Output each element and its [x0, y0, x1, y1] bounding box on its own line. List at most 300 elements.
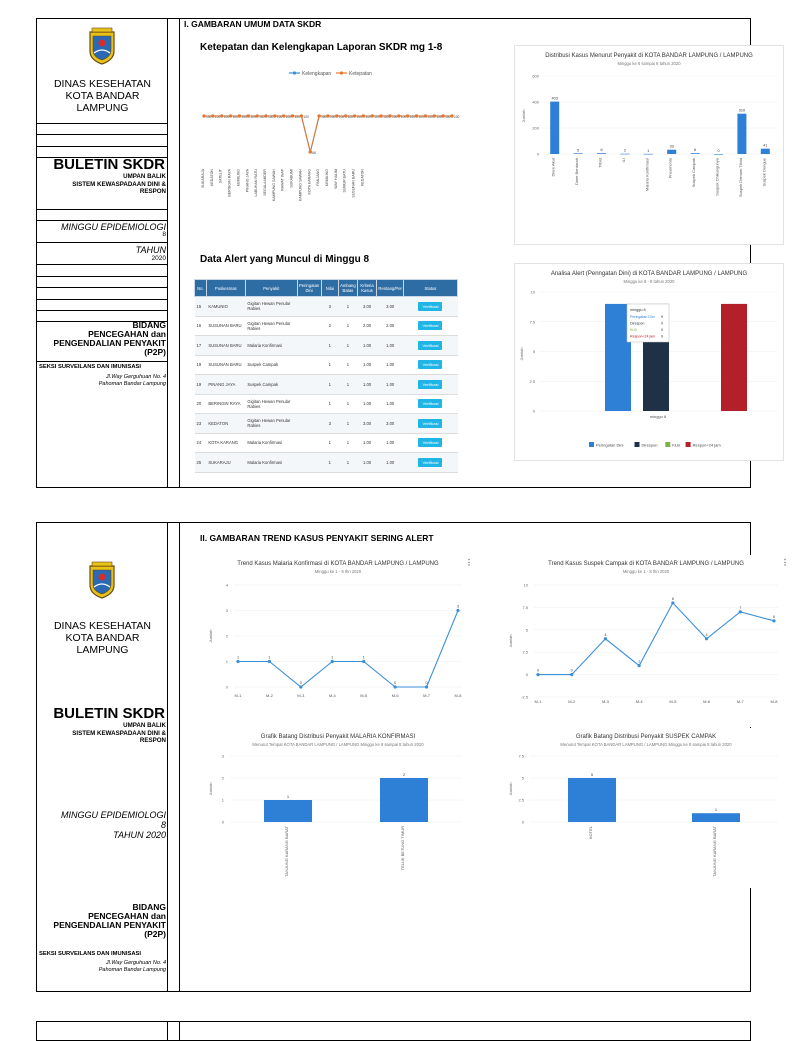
bar: [714, 154, 723, 155]
seksi-label: SEKSI SURVEILANS DAN IMUNISASI: [39, 364, 141, 370]
verify-button[interactable]: Verifikasi: [418, 458, 442, 467]
bar: [597, 153, 606, 154]
y-axis-label: Jumlah: [508, 634, 513, 648]
table-row: [195, 375, 458, 395]
trend-campak-plot: [508, 583, 778, 705]
bar: [620, 154, 629, 155]
table-cell: 23: [195, 414, 207, 434]
agency-line: DINAS KESEHATAN: [53, 620, 152, 632]
data-point: [362, 660, 365, 663]
alert-table: [194, 279, 458, 473]
table-cell: 3.00: [357, 297, 377, 317]
x-tick-label: M-2: [568, 699, 576, 704]
subtitle-line: SISTEM KEWASPADAAN DINI &: [72, 180, 166, 188]
table-row: [195, 336, 458, 356]
table-cell: 1.00: [377, 453, 404, 473]
x-tick-label: RAWAT INAP: [280, 169, 285, 191]
x-tick-label: M-1: [234, 693, 242, 698]
chart-menu-icon[interactable]: ⋮: [781, 558, 789, 567]
y-tick-label: 0: [525, 672, 528, 678]
bulletin-subtitle: [39, 173, 166, 196]
data-label: 5: [590, 772, 594, 777]
alert-header-cell: Puskesmas: [206, 280, 245, 297]
divider: [37, 310, 168, 311]
table-cell: 1.00: [357, 375, 377, 395]
y-tick-label: 7.5: [522, 604, 528, 610]
table-cell: [297, 316, 321, 336]
trend-malaria-subtitle: Minggu ke 1 - 8 thn 2020: [314, 569, 362, 574]
alert-header-cell: Kriteria Kasus: [357, 280, 377, 297]
table-cell: 1: [339, 375, 358, 395]
table-cell: 1.00: [377, 336, 404, 356]
data-label: 3: [456, 604, 460, 609]
data-label: 6: [694, 148, 697, 153]
seksi-label: SEKSI SURVEILANS DAN IMUNISASI: [39, 951, 141, 957]
data-label: 100: [347, 115, 354, 119]
x-tick-label: M-5: [669, 699, 677, 704]
data-label: 100: [365, 115, 371, 119]
table-row: [195, 433, 458, 453]
table-cell: SUKARAJU: [206, 453, 245, 473]
data-label: 100: [276, 115, 283, 119]
alert-header-cell: Status: [403, 280, 457, 297]
x-tick-label: M-4: [635, 699, 643, 704]
alert-header-cell: Peringatan Dini: [297, 280, 321, 297]
gutter-column: [168, 523, 180, 991]
address-line: Jl.Way Gerguhuan No. 4: [105, 374, 166, 380]
gutter-column: [168, 1022, 180, 1040]
verify-button[interactable]: Verifikasi: [418, 419, 442, 428]
city-emblem-icon: [87, 27, 117, 65]
bar-malaria-svg: [200, 728, 476, 888]
table-cell: Suspek Campak: [245, 355, 297, 375]
x-tick-label: SUMUR BATU: [342, 169, 347, 193]
agency-line: LAMPUNG: [76, 644, 129, 656]
legend-kelengkapan: Kelengkapan: [302, 71, 332, 77]
data-point: [638, 664, 641, 667]
table-cell: 19: [195, 355, 207, 375]
table-cell: [297, 414, 321, 434]
trend-campak-subtitle: Minggu ke 1 - 8 thn 2020: [622, 569, 670, 574]
y-axis-label: Jumlah: [519, 347, 524, 361]
alert-header-cell: Nilai: [321, 280, 339, 297]
y-tick-label: -2.5: [521, 694, 528, 700]
trend-malaria-title: Trend Kasus Malaria Konfirmasi di KOTA BANDAR LAMPUNG / LAMPUNG: [237, 561, 439, 567]
x-tick-label: Suspek Dengue: [761, 157, 767, 187]
x-tick-label: Diare Akut: [550, 158, 556, 177]
y-axis-label: Jumlah: [508, 782, 513, 796]
y-tick-label: 1: [221, 797, 224, 803]
bar-malaria-title: Grafik Batang Distribusi Penyakit MALARIA KONFIRMASI: [260, 734, 416, 740]
verify-button[interactable]: Verifikasi: [418, 438, 442, 447]
bulletin-title: BULETIN SKDR: [53, 156, 165, 173]
x-tick-label: ILI: [620, 158, 626, 163]
alert-table-header: [195, 280, 458, 297]
verify-button[interactable]: Verifikasi: [418, 321, 442, 330]
y-tick-label: 5: [532, 349, 535, 354]
divider: [37, 264, 168, 265]
legend-swatch: [635, 442, 640, 447]
legend-label[interactable]: Peringatan Dini: [596, 442, 624, 448]
agency-line: DINAS KESEHATAN: [53, 78, 152, 90]
series-line: [238, 611, 458, 688]
data-label: 0: [425, 681, 428, 685]
table-cell: 24: [195, 433, 207, 453]
table-cell: KOTA KARANG: [206, 433, 245, 453]
series-line: [538, 603, 774, 675]
tooltip-value: 9: [661, 321, 663, 326]
table-cell: 1: [321, 336, 339, 356]
alert-table-body: [195, 297, 458, 473]
data-point: [772, 619, 775, 622]
agency-name: [37, 620, 168, 656]
table-cell: 1.00: [357, 394, 377, 414]
divider: [37, 242, 168, 243]
y-tick-label: 5: [525, 627, 528, 633]
data-label: 100: [321, 115, 327, 119]
bar: [264, 800, 312, 822]
x-tick-label: SUKARAJA: [201, 169, 205, 188]
data-point: [394, 685, 397, 688]
legend-swatch: [665, 442, 670, 447]
data-point: [268, 660, 271, 663]
x-tick-label: M-3: [601, 699, 609, 704]
bar-malaria-chart: [200, 728, 476, 888]
subtitle-line: RESPON: [139, 737, 166, 744]
x-tick-label: LABUHAN RATU: [254, 169, 259, 197]
x-tick-label: M-4: [328, 693, 336, 698]
section-title: II. GAMBARAN TREND KASUS PENYAKIT SERING ALERT: [200, 533, 434, 543]
y-tick-label: 7.5: [518, 753, 524, 759]
x-tick-label: KAMPUNG SAWAH: [298, 169, 303, 202]
x-tick-label: KAMPUNG SAWAH: [271, 169, 276, 202]
data-point: [739, 610, 742, 613]
minggu-label: MINGGU EPIDEMIOLOGI: [60, 810, 166, 820]
data-label: 0: [717, 149, 720, 153]
y-tick-label: 2.5: [518, 797, 524, 803]
analisa-svg: [515, 264, 783, 460]
legend-label[interactable]: KLB: [672, 442, 680, 448]
table-cell: Malaria Konfirmasi: [245, 433, 297, 453]
data-label: 403: [551, 96, 558, 101]
table-cell: PINANG JAYA: [206, 375, 245, 395]
table-cell: 1.00: [357, 336, 377, 356]
divider: [37, 287, 168, 288]
data-label: 100: [241, 115, 247, 119]
table-cell: 3.00: [377, 297, 404, 317]
table-cell: 3.00: [377, 414, 404, 434]
bidang-line: BIDANG: [132, 902, 166, 912]
distribusi-plot: [521, 74, 777, 198]
distribusi-chart: [514, 45, 784, 245]
bar-campak-svg: [500, 728, 792, 888]
bulletin-page-1: [36, 18, 768, 488]
y-tick-label: 600: [532, 73, 539, 79]
x-tick-label: SUSUNAN BARU: [351, 169, 356, 198]
x-tick-label: M-3: [297, 693, 305, 698]
table-cell: BERINGIN RAYA: [206, 394, 245, 414]
distribusi-subtitle: Minggu ke 8 sampai 8 tahun 2020: [617, 61, 681, 66]
minggu-label: MINGGU EPIDEMIOLOGI: [60, 222, 166, 232]
bidang-line: (P2P): [144, 929, 166, 939]
x-tick-label: SEGALA MIDER: [263, 169, 267, 196]
bulletin-page-3: [36, 1021, 751, 1041]
legend-label[interactable]: Direspon: [641, 442, 658, 448]
minggu-value: 8: [162, 231, 166, 238]
minggu-value: 8: [160, 820, 166, 830]
data-label: 100: [268, 115, 274, 119]
bidang-line: (P2P): [144, 347, 166, 357]
alert-header-cell: No.: [195, 280, 207, 297]
table-cell: 1: [339, 297, 358, 317]
legend-ketepatan: Ketepatan: [349, 71, 372, 77]
data-label: 0: [536, 668, 540, 673]
bar-malaria-subtitle: Menurut Tempat KOTA BANDAR LAMPUNG / LAMPUNG Minggu ke 8 sampai 8 tahun 2020: [252, 742, 424, 747]
table-cell: 1.00: [377, 375, 404, 395]
table-cell: SUSUNAN BARU: [206, 316, 245, 336]
x-tick-label: M-7: [423, 693, 431, 698]
sidebar: [37, 523, 168, 991]
x-tick-label: TANJUNG KARANG BARAT: [284, 826, 289, 877]
data-label: 33: [669, 144, 674, 149]
y-tick-label: 7.5: [529, 319, 535, 325]
x-tick-label: minggu 8: [649, 414, 667, 419]
table-cell: 25: [195, 453, 207, 473]
status-cell: [403, 355, 457, 375]
bar: [568, 778, 616, 822]
x-tick-label: Tifoid: [597, 158, 603, 168]
table-cell: 1.00: [377, 433, 404, 453]
bar: [691, 153, 700, 154]
data-label: 1: [286, 794, 290, 799]
table-cell: [297, 394, 321, 414]
tooltip-value: 9: [661, 315, 663, 319]
table-cell: 3: [321, 297, 339, 317]
y-tick-label: 3: [225, 608, 228, 613]
data-label: 100: [259, 115, 265, 119]
bulletin-page-2: [36, 522, 789, 992]
bulletin-subtitle: [39, 722, 166, 745]
bar: [667, 150, 676, 154]
divider: [37, 276, 168, 277]
sidebar: [37, 19, 168, 487]
alert-title: Data Alert yang Muncul di Minggu 8: [200, 254, 370, 265]
data-label: 100: [445, 115, 451, 119]
y-tick-label: 2.5: [529, 378, 535, 384]
x-tick-label: M-8: [770, 699, 778, 704]
x-tick-label: KOTA KARANG: [307, 169, 312, 195]
table-cell: 1: [339, 355, 358, 375]
table-cell: 2.00: [357, 316, 377, 336]
table-cell: 1.00: [357, 453, 377, 473]
data-label: 1: [268, 655, 271, 660]
x-tick-label: TANJUNG KARANG BARAT: [712, 826, 717, 877]
bidang-block: [39, 321, 166, 357]
y-tick-label: 5: [521, 775, 524, 781]
distribusi-svg: [515, 46, 783, 244]
table-cell: Gigitan Hewan Penular Rabies: [245, 394, 297, 414]
y-axis-label: Jumlah: [208, 782, 213, 796]
city-emblem-icon: [87, 561, 117, 599]
tooltip-title: minggu 8: [630, 308, 646, 312]
data-label: 100: [400, 115, 407, 119]
data-label: 100: [206, 115, 212, 119]
address: [39, 374, 166, 388]
tahun-label: TAHUN: [135, 245, 166, 255]
data-label: 100: [223, 115, 230, 119]
x-tick-label: Pneumonia: [667, 158, 673, 179]
x-tick-label: Malaria Konfirmasi: [644, 158, 650, 192]
table-row: [195, 355, 458, 375]
tooltip-row: Peringatan Dini: [630, 315, 655, 319]
y-tick-label: 2: [221, 775, 224, 781]
x-tick-label: KEMILING: [236, 169, 241, 187]
x-tick-label: SATELIT: [218, 169, 223, 184]
table-cell: 2: [321, 316, 339, 336]
bar-campak-subtitle: Menurut Tempat KOTA BANDAR LAMPUNG / LAMPUNG Minggu ke 8 sampai 8 tahun 2020: [560, 742, 732, 747]
legend-label[interactable]: Respon<24 jam: [692, 442, 721, 448]
x-tick-label: SUKABUMI: [289, 169, 294, 188]
table-cell: 1: [339, 316, 358, 336]
verify-button[interactable]: Verifikasi: [418, 341, 442, 350]
data-label: 2: [402, 772, 406, 777]
table-row: [195, 414, 458, 434]
subtitle-line: SISTEM KEWASPADAAN DINI &: [72, 729, 166, 737]
data-point: [456, 609, 459, 612]
verify-button[interactable]: Verifikasi: [418, 360, 442, 369]
data-point: [236, 660, 239, 663]
table-cell: 1: [339, 336, 358, 356]
table-cell: Gigitan Hewan Penular Rabies: [245, 414, 297, 434]
divider: [37, 299, 168, 300]
status-cell: [403, 453, 457, 473]
subtitle-line: UMPAN BALIK: [123, 722, 166, 729]
bidang-line: PENCEGAHAN dan: [88, 329, 166, 339]
tooltip-row: Direspon: [630, 321, 645, 326]
table-cell: [297, 297, 321, 317]
address-line: Pahoman Bandar Lampung: [98, 967, 166, 973]
data-point: [331, 660, 334, 663]
agency-line: KOTA BANDAR: [65, 90, 140, 102]
table-cell: 1: [339, 394, 358, 414]
chart-menu-icon[interactable]: ⋮: [465, 558, 473, 567]
data-label: 0: [570, 668, 573, 673]
table-cell: 1: [339, 433, 358, 453]
status-cell: [403, 433, 457, 453]
table-cell: Gigitan Hewan Penular Rabies: [245, 316, 297, 336]
table-cell: 16: [195, 316, 207, 336]
x-tick-label: M-1: [534, 699, 542, 704]
tahun-label: TAHUN 2020: [113, 830, 166, 840]
table-cell: 1: [339, 453, 358, 473]
legend-swatch: [686, 442, 691, 447]
data-label: 1: [638, 659, 641, 664]
data-label: 100: [294, 115, 300, 119]
alert-header-cell: Penyakit: [245, 280, 297, 297]
status-cell: [403, 316, 457, 336]
bidang-block: [39, 903, 166, 939]
y-tick-label: 0: [532, 408, 535, 414]
data-label: 100: [392, 115, 398, 119]
data-label: 100: [454, 115, 460, 119]
bar: [761, 149, 770, 154]
distribusi-title: Distribusi Kasus Menurut Penyakit di KOTA BANDAR LAMPUNG / LAMPUNG: [545, 53, 753, 59]
bar-campak-chart: [500, 728, 792, 888]
table-cell: 2.00: [377, 316, 404, 336]
data-label: 100: [374, 115, 380, 119]
y-axis-label: Jumlah: [208, 629, 213, 643]
agency-name: [37, 78, 168, 114]
analisa-subtitle: Minggu ke 8 - 8 tahun 2020: [623, 279, 675, 284]
bar: [550, 102, 559, 154]
data-point: [425, 685, 428, 688]
table-row: [195, 394, 458, 414]
sidebar: [37, 1022, 168, 1040]
data-label: 7: [739, 605, 742, 610]
table-cell: 20: [195, 394, 207, 414]
legend-ketepatan-marker: [340, 71, 343, 74]
y-tick-label: 0: [536, 151, 539, 157]
bar: [574, 153, 583, 154]
data-label: 100: [285, 115, 292, 119]
verify-button[interactable]: Verifikasi: [418, 302, 442, 311]
main-content: [180, 19, 768, 487]
y-tick-label: 200: [532, 125, 539, 131]
x-tick-label: M-7: [736, 699, 744, 704]
divider: [37, 146, 168, 147]
bar-malaria-plot: [208, 754, 462, 877]
divider: [37, 209, 168, 210]
y-tick-label: 10: [523, 582, 528, 588]
table-cell: 1: [321, 394, 339, 414]
data-label: 5: [577, 148, 580, 153]
verify-button[interactable]: Verifikasi: [418, 399, 442, 408]
x-tick-label: Suspek Demam Tifoid: [737, 158, 743, 198]
ketepatan-legend: [289, 71, 372, 77]
tooltip-row: KLB: [630, 328, 637, 332]
ketepatan-chart: [194, 61, 462, 241]
alert-header-cell: Ambang Batas: [339, 280, 358, 297]
table-cell: 1: [321, 375, 339, 395]
verify-button[interactable]: Verifikasi: [418, 380, 442, 389]
status-cell: [403, 297, 457, 317]
table-cell: 1: [339, 414, 358, 434]
ketepatan-svg: [194, 61, 462, 241]
ketepatan-title: Ketepatan dan Kelengkapan Laporan SKDR mg 1-8: [200, 42, 443, 53]
agency-line: LAMPUNG: [76, 102, 129, 114]
y-tick-label: 0: [221, 819, 224, 825]
address-line: Pahoman Bandar Lampung: [98, 381, 166, 387]
table-cell: 19: [195, 375, 207, 395]
y-tick-label: 4: [225, 582, 228, 588]
data-label: 100: [409, 115, 416, 119]
series-line-kelengkapan: [204, 116, 452, 152]
table-cell: [297, 433, 321, 453]
data-label: 100: [214, 115, 221, 119]
bar-campak-plot: [508, 754, 778, 877]
trend-campak-svg: [500, 555, 792, 727]
bar: [380, 778, 428, 822]
bidang-line: BIDANG: [132, 320, 166, 330]
series-line-ketepatan: [204, 116, 452, 152]
table-cell: SUSUNAN BARU: [206, 355, 245, 375]
table-row: [195, 316, 458, 336]
table-cell: SUSUNAN BARU: [206, 336, 245, 356]
x-tick-label: KOTEL: [588, 826, 593, 840]
data-point: [604, 637, 607, 640]
divider: [37, 123, 168, 124]
data-label: 100: [338, 115, 345, 119]
